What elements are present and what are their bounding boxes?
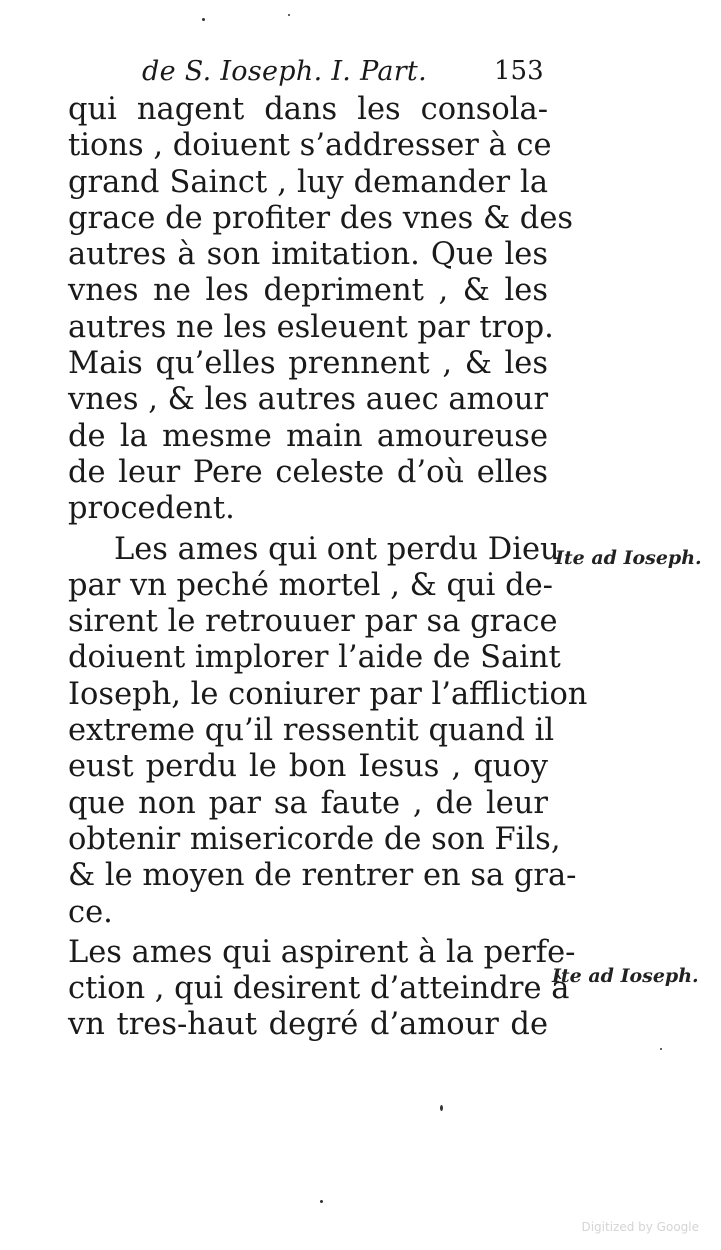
text-line: de leur Pere celeste d’où elles xyxy=(68,454,548,490)
text-line: de la mesme main amoureuse xyxy=(68,418,548,454)
ink-speck xyxy=(320,1200,323,1203)
text-line: par vn peché mortel , & qui de- xyxy=(68,567,553,603)
running-header xyxy=(142,56,582,90)
margin-note: Ite ad Ioseph. xyxy=(552,965,699,987)
ink-speck xyxy=(288,14,290,16)
text-line: eust perdu le bon Iesus , quoy xyxy=(68,749,548,785)
text-line: obtenir misericorde de son Fils, xyxy=(68,821,561,857)
page-number: 153 xyxy=(494,56,544,86)
text-line: qui nagent dans les consola- xyxy=(68,92,548,127)
text-line: autres ne les esleuent par trop. xyxy=(68,309,554,345)
text-line: Mais qu’elles prennent , & les xyxy=(68,346,548,382)
text-line: ction , qui desirent d’atteindre à xyxy=(68,971,570,1007)
text-line: tions , doiuent s’addresser à ce xyxy=(68,128,552,164)
text-line: sirent le retrouuer par sa grace xyxy=(68,604,558,640)
text-line: vnes , & les autres auec amour xyxy=(68,382,549,418)
text-line: & le moyen de rentrer en sa gra- xyxy=(68,858,577,894)
scan-watermark: Digitized by Google xyxy=(581,1220,699,1234)
text-line: Ioseph, le coniurer par l’affliction xyxy=(68,676,588,712)
text-line: doiuent implorer l’aide de Saint xyxy=(68,640,561,676)
text-line: Les ames qui ont perdu Dieu xyxy=(114,531,560,567)
text-line: que non par sa faute , de leur xyxy=(68,785,548,821)
ink-speck xyxy=(202,18,205,21)
text-line: extreme qu’il ressentit quand il xyxy=(68,713,555,749)
ink-speck xyxy=(660,1048,662,1050)
text-line: grand Sainct , luy demander la xyxy=(68,164,548,200)
body-text xyxy=(68,92,588,1044)
margin-note: Ite ad Ioseph. xyxy=(555,547,702,569)
header-title: de S. Ioseph. I. Part. xyxy=(142,56,427,87)
text-line: Les ames qui aspirent à la perfe- xyxy=(68,934,576,970)
text-line: vnes ne les depriment , & les xyxy=(68,273,548,309)
text-line: vn tres-haut degré d’amour de xyxy=(68,1007,548,1043)
text-line: ce. xyxy=(68,894,113,930)
text-line: procedent. xyxy=(68,491,235,527)
text-line: autres à son imitation. Que les xyxy=(68,237,548,273)
text-line: grace de profiter des vnes & des xyxy=(68,200,574,236)
ink-speck xyxy=(440,1105,443,1111)
